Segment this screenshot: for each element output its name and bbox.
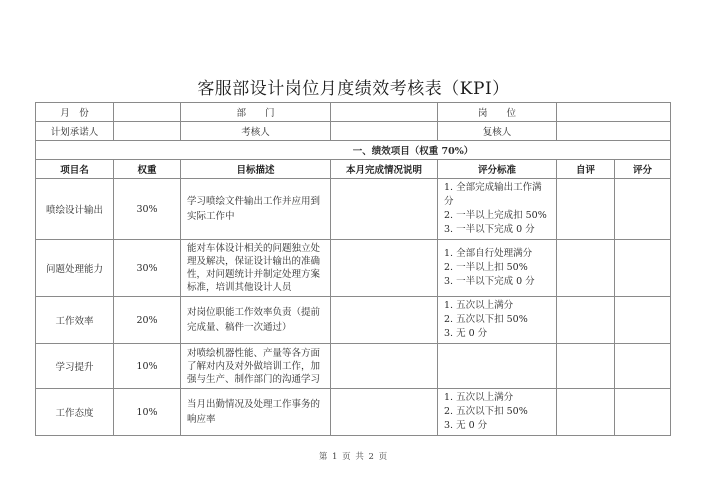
section-row: [36, 141, 671, 160]
item-self-eval[interactable]: [557, 179, 615, 240]
criteria-line: 1. 五次以上满分: [444, 300, 514, 311]
table-row: [36, 389, 671, 436]
item-description: 对喷绘机器性能、产量等各方面了解对内及对外做培训工作，加强与生产、制作部门的沟通学习: [181, 344, 331, 389]
month-value[interactable]: [114, 103, 181, 122]
item-weight: 10%: [114, 389, 181, 436]
item-status[interactable]: [331, 179, 438, 240]
table-row: [36, 297, 671, 344]
criteria-line: 3. 一半以下完成 0 分: [444, 224, 535, 235]
item-description: 学习喷绘文件输出工作并应用到实际工作中: [181, 179, 331, 240]
criteria-line: 3. 一半以下完成 0 分: [444, 276, 535, 287]
item-weight: 20%: [114, 297, 181, 344]
position-value[interactable]: [557, 103, 671, 122]
item-criteria: [438, 240, 557, 297]
item-name: 工作效率: [36, 297, 114, 344]
item-score[interactable]: [615, 297, 671, 344]
criteria-line: 3. 无 0 分: [444, 328, 488, 339]
section-title: 一、绩效项目（权重 70%）: [36, 141, 671, 160]
item-name: 学习提升: [36, 344, 114, 389]
department-value[interactable]: [331, 103, 438, 122]
col-header-criteria: 评分标准: [438, 160, 557, 179]
criteria-line: 1. 五次以上满分: [444, 392, 514, 403]
reviewer-label: 复核人: [438, 122, 557, 141]
item-self-eval[interactable]: [557, 297, 615, 344]
item-name: 问题处理能力: [36, 240, 114, 297]
assessor-value[interactable]: [331, 122, 438, 141]
col-header-weight: 权重: [114, 160, 181, 179]
item-status[interactable]: [331, 297, 438, 344]
position-label: 岗 位: [438, 103, 557, 122]
criteria-line: 1. 全部自行处理满分: [444, 248, 533, 259]
item-status[interactable]: [331, 389, 438, 436]
kpi-table: [35, 102, 671, 436]
item-weight: 10%: [114, 344, 181, 389]
item-criteria: [438, 179, 557, 240]
item-description: 对岗位职能工作效率负责（提前完成量、稿件一次通过）: [181, 297, 331, 344]
item-score[interactable]: [615, 179, 671, 240]
department-label: 部 门: [181, 103, 331, 122]
item-weight: 30%: [114, 240, 181, 297]
item-score[interactable]: [615, 344, 671, 389]
col-header-score: 评分: [615, 160, 671, 179]
item-self-eval[interactable]: [557, 344, 615, 389]
info-row-1: [36, 103, 671, 122]
criteria-line: 2. 一半以上扣 50%: [444, 262, 528, 273]
item-self-eval[interactable]: [557, 240, 615, 297]
assessor-label: 考核人: [181, 122, 331, 141]
page-number: 第 1 页 共 2 页: [318, 452, 389, 462]
promiser-value[interactable]: [114, 122, 181, 141]
item-criteria: [438, 344, 557, 389]
item-name: 喷绘设计输出: [36, 179, 114, 240]
month-label: 月 份: [36, 103, 114, 122]
criteria-line: 2. 五次以下扣 50%: [444, 406, 528, 417]
reviewer-value[interactable]: [557, 122, 671, 141]
promiser-label: 计划承诺人: [36, 122, 114, 141]
item-score[interactable]: [615, 240, 671, 297]
item-score[interactable]: [615, 389, 671, 436]
item-description: 当月出勤情况及处理工作事务的响应率: [181, 389, 331, 436]
item-self-eval[interactable]: [557, 389, 615, 436]
col-header-status: 本月完成情况说明: [331, 160, 438, 179]
criteria-line: 3. 无 0 分: [444, 420, 488, 431]
column-header-row: [36, 160, 671, 179]
page-title: 客服部设计岗位月度绩效考核表（KPI）: [197, 79, 510, 99]
item-status[interactable]: [331, 344, 438, 389]
col-header-self-eval: 自评: [557, 160, 615, 179]
item-criteria: [438, 389, 557, 436]
item-description: 能对车体设计相关的问题独立处理及解决，保证设计输出的准确性，对问题统计并制定处理方案标准，培训其他设计人员: [181, 240, 331, 297]
table-row: [36, 344, 671, 389]
col-header-description: 目标描述: [181, 160, 331, 179]
criteria-line: 1. 全部完成输出工作满分: [444, 182, 542, 207]
item-status[interactable]: [331, 240, 438, 297]
item-weight: 30%: [114, 179, 181, 240]
item-criteria: [438, 297, 557, 344]
criteria-line: 2. 五次以下扣 50%: [444, 314, 528, 325]
criteria-line: 2. 一半以上完成扣 50%: [444, 210, 547, 221]
col-header-name: 项目名: [36, 160, 114, 179]
table-row: [36, 240, 671, 297]
item-name: 工作态度: [36, 389, 114, 436]
table-row: [36, 179, 671, 240]
info-row-2: [36, 122, 671, 141]
